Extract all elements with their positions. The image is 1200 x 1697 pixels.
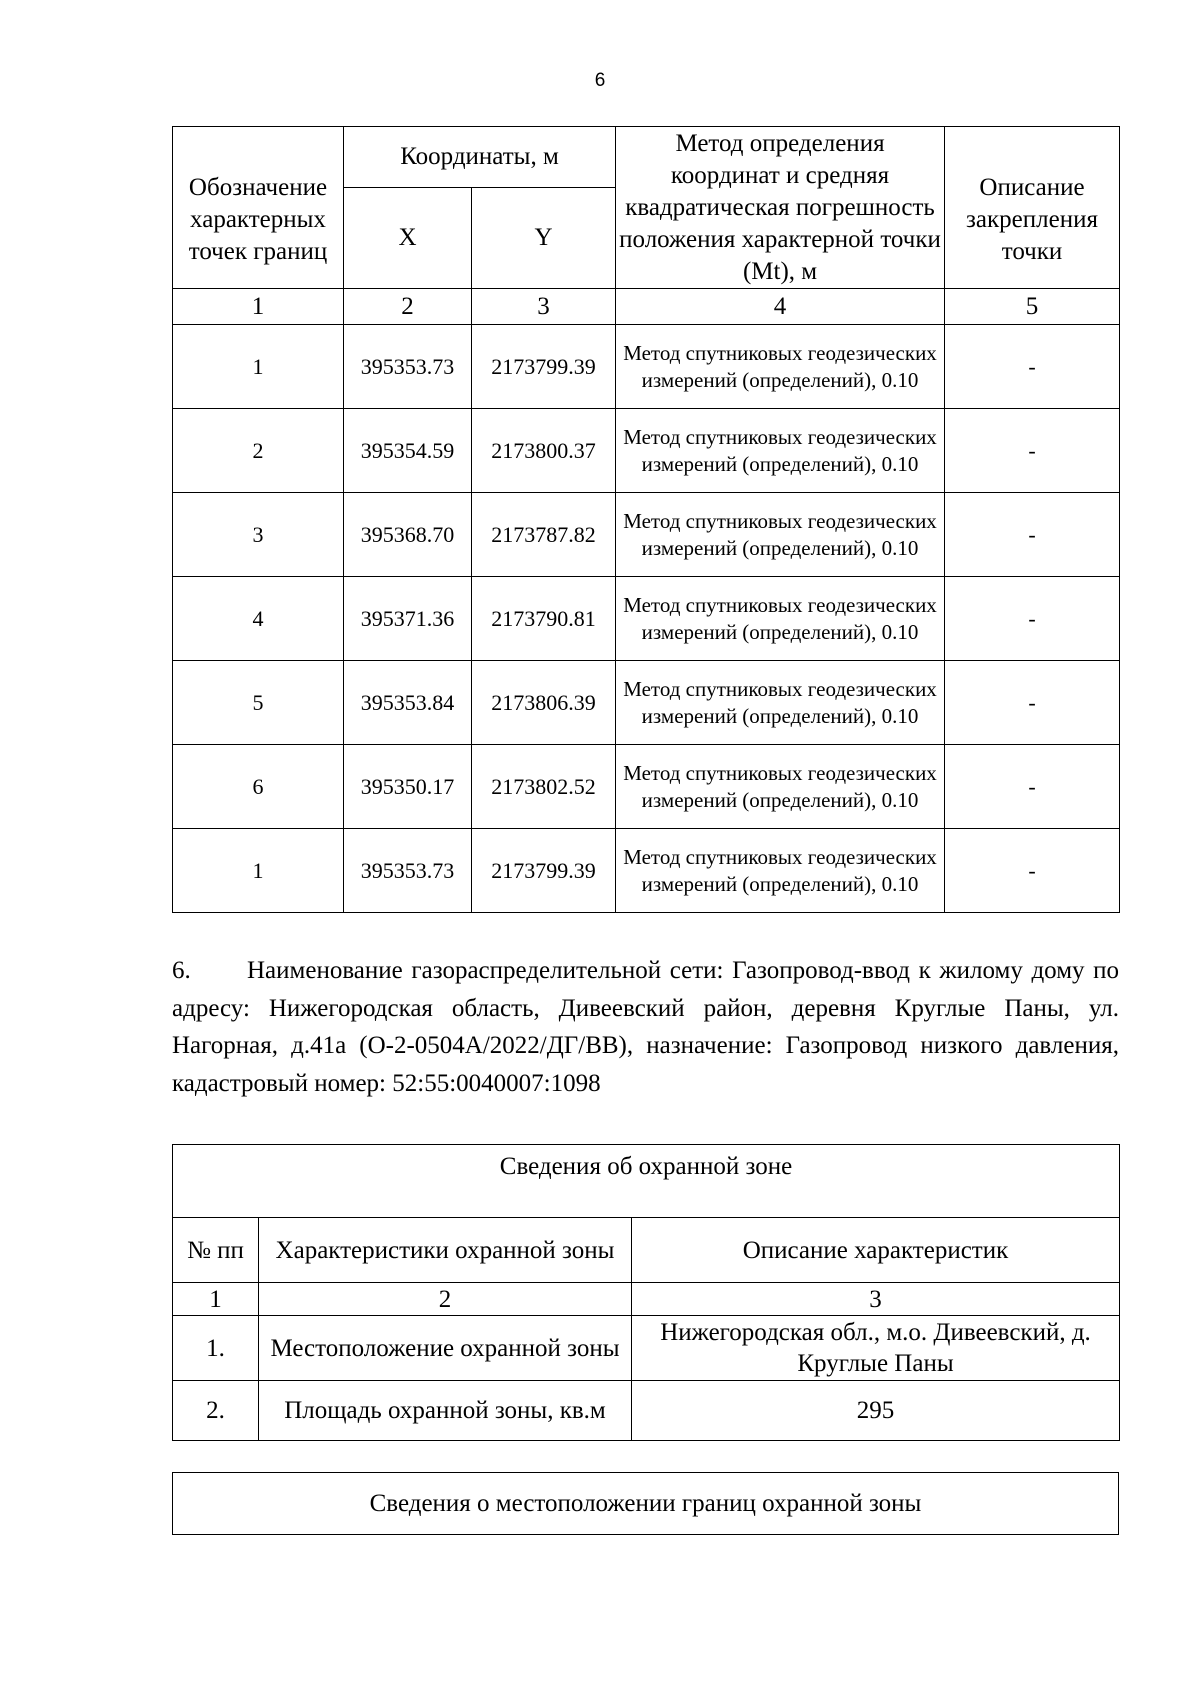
method-value: Метод спутниковых геодезических измерений (определений), 0.10	[616, 325, 945, 409]
header-x: X	[344, 188, 472, 289]
paragraph-text: Наименование газораспределительной сети: Газопровод-ввод к жилому дому по адресу: Нижегородская область, Дивеевский район, деревня Круглые Паны, ул. Нагорная, д.41а (О-2-0504А/2022/ДГ/ВВ), назначение: Газопровод низкого давления, кадастровый номер: 52:55:0040007:1098	[172, 957, 1119, 1097]
header-characteristic-description: Описание характеристик	[632, 1218, 1120, 1283]
point-id: 6	[173, 745, 344, 829]
y-value: 2173806.39	[472, 661, 616, 745]
x-value: 395368.70	[344, 493, 472, 577]
page-number: 6	[594, 70, 606, 91]
column-number: 5	[945, 289, 1120, 325]
y-value: 2173802.52	[472, 745, 616, 829]
y-value: 2173800.37	[472, 409, 616, 493]
zone-table-title: Сведения об охранной зоне	[173, 1145, 1120, 1218]
header-description: Описание закрепления точки	[945, 127, 1120, 289]
method-value: Метод спутниковых геодезических измерений (определений), 0.10	[616, 661, 945, 745]
description-value: -	[945, 409, 1120, 493]
method-value: Метод спутниковых геодезических измерений (определений), 0.10	[616, 829, 945, 913]
characteristic-value: Площадь охранной зоны, кв.м	[259, 1381, 632, 1441]
description-value: -	[945, 661, 1120, 745]
table-row	[173, 325, 1120, 409]
description-value: Нижегородская обл., м.о. Дивеевский, д. Круглые Паны	[632, 1316, 1120, 1381]
y-value: 2173799.39	[472, 829, 616, 913]
point-id: 4	[173, 577, 344, 661]
header-method: Метод определения координат и средняя квадратическая погрешность положения характерной точки (Mt), м	[616, 127, 945, 289]
x-value: 395350.17	[344, 745, 472, 829]
column-number: 3	[472, 289, 616, 325]
point-id: 3	[173, 493, 344, 577]
table-row	[173, 745, 1120, 829]
column-number: 4	[616, 289, 945, 325]
method-value: Метод спутниковых геодезических измерений (определений), 0.10	[616, 409, 945, 493]
boundaries-table-title: Сведения о местоположении границ охранной зоны	[173, 1473, 1119, 1535]
point-id: 1	[173, 829, 344, 913]
column-number: 3	[632, 1283, 1120, 1316]
point-id: 1	[173, 325, 344, 409]
x-value: 395353.73	[344, 829, 472, 913]
table-row	[173, 661, 1120, 745]
method-value: Метод спутниковых геодезических измерений (определений), 0.10	[616, 493, 945, 577]
point-id: 2	[173, 409, 344, 493]
description-value: -	[945, 577, 1120, 661]
header-characteristic: Характеристики охранной зоны	[259, 1218, 632, 1283]
y-value: 2173790.81	[472, 577, 616, 661]
row-number: 1.	[173, 1316, 259, 1381]
description-value: -	[945, 745, 1120, 829]
column-number: 2	[259, 1283, 632, 1316]
table-row	[173, 577, 1120, 661]
description-value: -	[945, 325, 1120, 409]
x-value: 395354.59	[344, 409, 472, 493]
table-row	[173, 1381, 1120, 1441]
x-value: 395353.73	[344, 325, 472, 409]
paragraph-number: 6.	[172, 957, 191, 984]
protection-zone-table	[172, 1144, 1120, 1441]
header-coordinates: Координаты, м	[344, 127, 616, 188]
characteristic-value: Местоположение охранной зоны	[259, 1316, 632, 1381]
x-value: 395371.36	[344, 577, 472, 661]
description-value: 295	[632, 1381, 1120, 1441]
table-row	[173, 409, 1120, 493]
description-value: -	[945, 829, 1120, 913]
network-paragraph	[172, 952, 1119, 1102]
description-value: -	[945, 493, 1120, 577]
column-number: 1	[173, 289, 344, 325]
table-row	[173, 1316, 1120, 1381]
point-id: 5	[173, 661, 344, 745]
column-number: 2	[344, 289, 472, 325]
method-value: Метод спутниковых геодезических измерений (определений), 0.10	[616, 745, 945, 829]
row-number: 2.	[173, 1381, 259, 1441]
header-y: Y	[472, 188, 616, 289]
column-number: 1	[173, 1283, 259, 1316]
y-value: 2173799.39	[472, 325, 616, 409]
y-value: 2173787.82	[472, 493, 616, 577]
coordinates-table	[172, 126, 1120, 913]
method-value: Метод спутниковых геодезических измерений (определений), 0.10	[616, 577, 945, 661]
header-designation: Обозначение характерных точек границ	[173, 127, 344, 289]
table-row	[173, 829, 1120, 913]
x-value: 395353.84	[344, 661, 472, 745]
header-num: № пп	[173, 1218, 259, 1283]
table-row	[173, 493, 1120, 577]
boundaries-table	[172, 1472, 1119, 1535]
